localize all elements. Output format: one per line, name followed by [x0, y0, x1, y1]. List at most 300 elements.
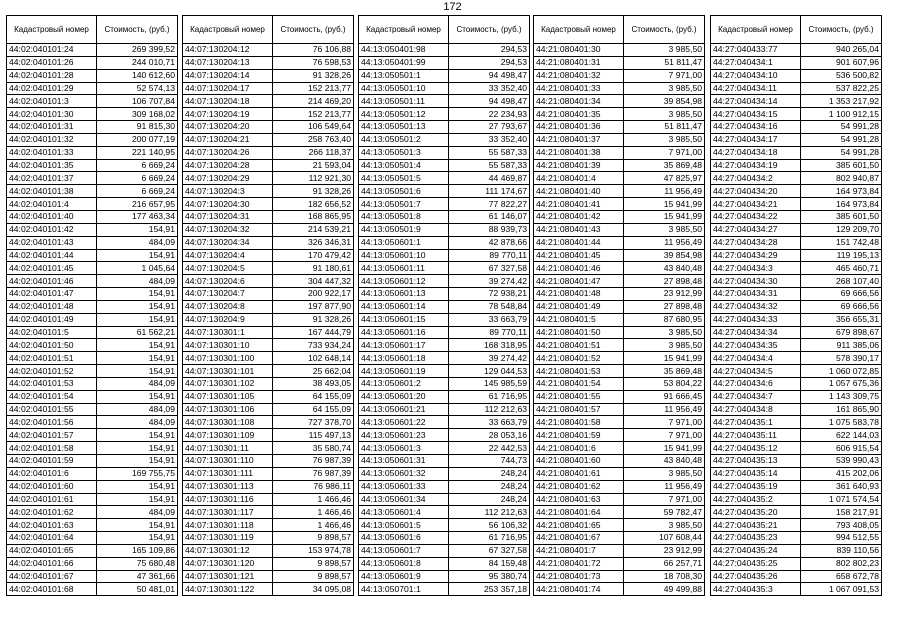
cost-cell: 9 898,57 [273, 532, 354, 545]
cost-cell: 6 669,24 [97, 185, 178, 198]
cadastral-number-cell: 44:27:040434:28 [711, 236, 801, 249]
cadastral-number-cell: 44:02:040101:64 [7, 532, 97, 545]
cost-cell: 11 956,49 [624, 185, 705, 198]
cadastral-number-cell: 44:27:040434:14 [711, 95, 801, 108]
table-row [183, 223, 354, 236]
cadastral-number-cell: 44:02:040101:37 [7, 172, 97, 185]
cost-cell: 34 095,08 [273, 583, 354, 596]
cost-cell: 15 941,99 [624, 210, 705, 223]
cost-cell: 23 912,99 [624, 544, 705, 557]
table-row [7, 198, 178, 211]
cadastral-number-cell: 44:27:040434:15 [711, 108, 801, 121]
cost-cell: 39 274,42 [449, 352, 530, 365]
table-row [7, 506, 178, 519]
cadastral-number-cell: 44:02:040101:48 [7, 300, 97, 313]
table-row [711, 223, 882, 236]
cost-cell: 78 548,84 [449, 300, 530, 313]
cost-cell: 54 991,28 [801, 121, 882, 134]
cadastral-number-cell: 44:21:080401:35 [534, 108, 624, 121]
cost-cell: 744,73 [449, 455, 530, 468]
cost-cell: 23 912,99 [624, 288, 705, 301]
cadastral-number-cell: 44:27:040435:21 [711, 519, 801, 532]
cadastral-number-cell: 44:02:040101:30 [7, 108, 97, 121]
cost-cell: 9 898,57 [273, 557, 354, 570]
cost-cell: 77 822,27 [449, 198, 530, 211]
cost-cell: 294,53 [449, 44, 530, 57]
cost-cell: 76 598,53 [273, 56, 354, 69]
table-row [534, 108, 705, 121]
cost-cell: 61 716,95 [449, 390, 530, 403]
cadastral-number-cell: 44:27:040434:10 [711, 69, 801, 82]
cost-cell: 89 770,11 [449, 326, 530, 339]
table-row [7, 236, 178, 249]
cost-cell: 221 140,95 [97, 146, 178, 159]
table-row [183, 185, 354, 198]
table-row [534, 275, 705, 288]
table-row [534, 480, 705, 493]
cost-cell: 61 716,95 [449, 532, 530, 545]
table-row [359, 313, 530, 326]
table-row [711, 121, 882, 134]
table-row [534, 352, 705, 365]
table-row [711, 288, 882, 301]
cadastral-number-cell: 44:21:080401:39 [534, 159, 624, 172]
table-row [534, 570, 705, 583]
table-row [534, 223, 705, 236]
table-row [534, 249, 705, 262]
table-row [183, 159, 354, 172]
table-row [183, 519, 354, 532]
table-row [359, 185, 530, 198]
cadastral-number-cell: 44:21:080401:43 [534, 223, 624, 236]
cadastral-number-cell: 44:13:050601:31 [359, 455, 449, 468]
table-row [359, 429, 530, 442]
cadastral-number-cell: 44:27:040435:23 [711, 532, 801, 545]
cadastral-number-cell: 44:21:080401:30 [534, 44, 624, 57]
cadastral-number-cell: 44:27:040434:35 [711, 339, 801, 352]
table-row [7, 262, 178, 275]
cost-cell: 1 466,46 [273, 506, 354, 519]
table-row [7, 121, 178, 134]
cadastral-number-cell: 44:02:040101:47 [7, 288, 97, 301]
cadastral-table-2 [182, 15, 354, 596]
cost-cell: 3 985,50 [624, 223, 705, 236]
cadastral-number-cell: 44:21:080401:38 [534, 146, 624, 159]
cost-cell: 170 479,42 [273, 249, 354, 262]
cadastral-number-cell: 44:13:050601:14 [359, 300, 449, 313]
header-cadastral-number: Кадастровый номер [7, 16, 97, 44]
table-row [183, 236, 354, 249]
table-row [183, 570, 354, 583]
cadastral-number-cell: 44:13:050601:34 [359, 493, 449, 506]
table-row [359, 121, 530, 134]
cadastral-number-cell: 44:02:040101:35 [7, 159, 97, 172]
cost-cell: 152 213,77 [273, 108, 354, 121]
cadastral-number-cell: 44:27:040434:22 [711, 210, 801, 223]
cost-cell: 91 180,61 [273, 262, 354, 275]
cost-cell: 112 921,30 [273, 172, 354, 185]
table-row [534, 326, 705, 339]
cost-cell: 21 593,04 [273, 159, 354, 172]
table-row [7, 442, 178, 455]
cadastral-number-cell: 44:13:050501:3 [359, 146, 449, 159]
table-row [359, 210, 530, 223]
table-row [534, 300, 705, 313]
cadastral-number-cell: 44:02:040101:38 [7, 185, 97, 198]
table-row [183, 249, 354, 262]
cost-cell: 154,91 [97, 390, 178, 403]
cost-cell: 248,24 [449, 467, 530, 480]
cost-cell: 161 865,90 [801, 403, 882, 416]
cost-cell: 35 869,48 [624, 159, 705, 172]
cost-cell: 168 318,95 [449, 339, 530, 352]
cost-cell: 268 107,40 [801, 275, 882, 288]
table-row [7, 403, 178, 416]
cadastral-number-cell: 44:21:080401:53 [534, 365, 624, 378]
cadastral-table-4 [533, 15, 705, 596]
table-row [534, 390, 705, 403]
table-row [359, 365, 530, 378]
table-row [711, 352, 882, 365]
cadastral-number-cell: 44:07:130301:122 [183, 583, 273, 596]
cost-cell: 253 357,18 [449, 583, 530, 596]
table-row [711, 56, 882, 69]
table-row [359, 275, 530, 288]
cadastral-number-cell: 44:27:040433:77 [711, 44, 801, 57]
table-row [183, 275, 354, 288]
cost-cell: 76 987,39 [273, 467, 354, 480]
cost-cell: 9 898,57 [273, 570, 354, 583]
cost-cell: 27 898,48 [624, 275, 705, 288]
table-row [183, 44, 354, 57]
table-row [7, 146, 178, 159]
cost-cell: 84 159,48 [449, 557, 530, 570]
cost-cell: 33 352,40 [449, 133, 530, 146]
table-row [711, 262, 882, 275]
cadastral-number-cell: 44:07:130204:21 [183, 133, 273, 146]
cadastral-number-cell: 44:13:050501:7 [359, 198, 449, 211]
cost-cell: 42 878,66 [449, 236, 530, 249]
cost-cell: 64 155,09 [273, 390, 354, 403]
table-row [183, 69, 354, 82]
table-row [183, 403, 354, 416]
cadastral-number-cell: 44:02:040101:45 [7, 262, 97, 275]
cadastral-number-cell: 44:21:080401:50 [534, 326, 624, 339]
cost-cell: 1 466,46 [273, 519, 354, 532]
cadastral-number-cell: 44:02:040101:3 [7, 95, 97, 108]
cadastral-number-cell: 44:07:130301:11 [183, 442, 273, 455]
cadastral-number-cell: 44:13:050601:13 [359, 288, 449, 301]
table-row [711, 429, 882, 442]
cadastral-number-cell: 44:02:040101:67 [7, 570, 97, 583]
table-row [711, 442, 882, 455]
cost-cell: 266 118,37 [273, 146, 354, 159]
table-row [183, 133, 354, 146]
cost-cell: 154,91 [97, 442, 178, 455]
table-row [7, 249, 178, 262]
table-row [711, 544, 882, 557]
table-row [359, 544, 530, 557]
cost-cell: 361 640,93 [801, 480, 882, 493]
table-row [183, 326, 354, 339]
cadastral-number-cell: 44:21:080401:59 [534, 429, 624, 442]
table-row [534, 172, 705, 185]
cost-cell: 11 956,49 [624, 403, 705, 416]
cadastral-number-cell: 44:21:080401:33 [534, 82, 624, 95]
cost-cell: 38 493,05 [273, 377, 354, 390]
cost-cell: 258 763,40 [273, 133, 354, 146]
page-number: 172 [443, 1, 462, 13]
table-row [711, 249, 882, 262]
table-row [7, 583, 178, 596]
cadastral-number-cell: 44:13:050601:20 [359, 390, 449, 403]
cadastral-number-cell: 44:21:080401:48 [534, 288, 624, 301]
cadastral-number-cell: 44:02:040101:44 [7, 249, 97, 262]
cost-cell: 59 782,47 [624, 506, 705, 519]
cadastral-number-cell: 44:13:050501:4 [359, 159, 449, 172]
table-row [534, 557, 705, 570]
cadastral-number-cell: 44:07:130301:111 [183, 467, 273, 480]
table-row [534, 442, 705, 455]
cadastral-number-cell: 44:21:080401:51 [534, 339, 624, 352]
cost-cell: 177 463,34 [97, 210, 178, 223]
cost-cell: 248,24 [449, 480, 530, 493]
table-row [359, 172, 530, 185]
cadastral-number-cell: 44:13:050601:21 [359, 403, 449, 416]
table-row [359, 108, 530, 121]
cadastral-number-cell: 44:13:050601:4 [359, 506, 449, 519]
cadastral-number-cell: 44:21:080401:31 [534, 56, 624, 69]
cadastral-number-cell: 44:02:040101:58 [7, 442, 97, 455]
table-row [7, 532, 178, 545]
table-row [711, 532, 882, 545]
cost-cell: 129 209,70 [801, 223, 882, 236]
cost-cell: 154,91 [97, 288, 178, 301]
cadastral-number-cell: 44:27:040435:3 [711, 583, 801, 596]
cost-cell: 39 854,98 [624, 249, 705, 262]
cadastral-number-cell: 44:07:130301:121 [183, 570, 273, 583]
cost-cell: 33 663,79 [449, 416, 530, 429]
table-row [711, 300, 882, 313]
cadastral-number-cell: 44:13:050601:6 [359, 532, 449, 545]
cadastral-number-cell: 44:21:080401:34 [534, 95, 624, 108]
cadastral-number-cell: 44:07:130204:14 [183, 69, 273, 82]
cadastral-number-cell: 44:07:130204:6 [183, 275, 273, 288]
cost-cell: 72 938,21 [449, 288, 530, 301]
cadastral-number-cell: 44:21:080401:37 [534, 133, 624, 146]
cost-cell: 901 607,96 [801, 56, 882, 69]
table-row [534, 416, 705, 429]
table-row [359, 519, 530, 532]
cadastral-number-cell: 44:02:040101:53 [7, 377, 97, 390]
cost-cell: 151 742,48 [801, 236, 882, 249]
cost-cell: 200 077,19 [97, 133, 178, 146]
header-cost: Стоимость, (руб.) [273, 16, 354, 44]
table-row [183, 313, 354, 326]
cost-cell: 11 956,49 [624, 480, 705, 493]
cost-cell: 52 574,13 [97, 82, 178, 95]
table-row [359, 133, 530, 146]
cost-cell: 269 399,52 [97, 44, 178, 57]
cost-cell: 200 922,17 [273, 288, 354, 301]
table-row [183, 390, 354, 403]
cost-cell: 536 500,82 [801, 69, 882, 82]
cadastral-number-cell: 44:02:040101:63 [7, 519, 97, 532]
cost-cell: 165 109,86 [97, 544, 178, 557]
table-row [534, 365, 705, 378]
table-row [711, 185, 882, 198]
cadastral-number-cell: 44:07:130301:118 [183, 519, 273, 532]
cost-cell: 158 217,91 [801, 506, 882, 519]
table-row [534, 262, 705, 275]
cadastral-number-cell: 44:02:040101:56 [7, 416, 97, 429]
cost-cell: 153 974,78 [273, 544, 354, 557]
cadastral-number-cell: 44:21:080401:54 [534, 377, 624, 390]
cost-cell: 69 666,56 [801, 300, 882, 313]
table-row [183, 262, 354, 275]
cadastral-number-cell: 44:07:130301:117 [183, 506, 273, 519]
cost-cell: 140 612,60 [97, 69, 178, 82]
cadastral-number-cell: 44:02:040101:62 [7, 506, 97, 519]
cadastral-number-cell: 44:02:040101:50 [7, 339, 97, 352]
cadastral-table-1 [6, 15, 178, 596]
cost-cell: 802 802,23 [801, 557, 882, 570]
cadastral-number-cell: 44:13:050601:17 [359, 339, 449, 352]
table-row [183, 583, 354, 596]
table-row [183, 210, 354, 223]
table-row [7, 365, 178, 378]
cadastral-number-cell: 44:27:040434:3 [711, 262, 801, 275]
table-row [7, 185, 178, 198]
table-row [359, 82, 530, 95]
cost-cell: 727 378,70 [273, 416, 354, 429]
cost-cell: 214 539,21 [273, 223, 354, 236]
cost-cell: 76 986,11 [273, 480, 354, 493]
cost-cell: 793 408,05 [801, 519, 882, 532]
cadastral-number-cell: 44:07:130204:26 [183, 146, 273, 159]
cadastral-number-cell: 44:27:040434:17 [711, 133, 801, 146]
header-cadastral-number: Кадастровый номер [711, 16, 801, 44]
cadastral-number-cell: 44:21:080401:63 [534, 493, 624, 506]
table-row [359, 95, 530, 108]
cadastral-number-cell: 44:27:040435:13 [711, 455, 801, 468]
cost-cell: 356 655,31 [801, 313, 882, 326]
table-row [711, 480, 882, 493]
cost-cell: 54 991,28 [801, 146, 882, 159]
table-row [7, 56, 178, 69]
cost-cell: 106 549,64 [273, 121, 354, 134]
cadastral-number-cell: 44:21:080401:58 [534, 416, 624, 429]
table-row [711, 133, 882, 146]
cost-cell: 658 672,78 [801, 570, 882, 583]
cadastral-number-cell: 44:21:080401:57 [534, 403, 624, 416]
cost-cell: 484,09 [97, 377, 178, 390]
cadastral-number-cell: 44:13:050501:9 [359, 223, 449, 236]
table-row [534, 339, 705, 352]
cadastral-number-cell: 44:02:040101:65 [7, 544, 97, 557]
cost-cell: 43 840,48 [624, 455, 705, 468]
cadastral-number-cell: 44:21:080401:64 [534, 506, 624, 519]
table-row [183, 377, 354, 390]
cost-cell: 61 146,07 [449, 210, 530, 223]
table-row [7, 480, 178, 493]
cost-cell: 51 811,47 [624, 121, 705, 134]
table-row [7, 210, 178, 223]
cadastral-number-cell: 44:02:040101:4 [7, 198, 97, 211]
cadastral-number-cell: 44:13:050401:99 [359, 56, 449, 69]
table-row [7, 108, 178, 121]
cost-cell: 47 361,66 [97, 570, 178, 583]
table-row [183, 365, 354, 378]
table-row [534, 210, 705, 223]
cost-cell: 154,91 [97, 223, 178, 236]
table-row [7, 493, 178, 506]
cost-cell: 164 973,84 [801, 198, 882, 211]
cadastral-number-cell: 44:21:080401:72 [534, 557, 624, 570]
cost-cell: 54 991,28 [801, 133, 882, 146]
table-row [534, 159, 705, 172]
cadastral-number-cell: 44:13:050501:6 [359, 185, 449, 198]
cost-cell: 55 587,33 [449, 146, 530, 159]
table-row [359, 416, 530, 429]
table-row [359, 532, 530, 545]
cost-cell: 49 499,88 [624, 583, 705, 596]
cost-cell: 115 497,13 [273, 429, 354, 442]
table-row [359, 480, 530, 493]
cost-cell: 248,24 [449, 493, 530, 506]
table-row [359, 583, 530, 596]
table-row [534, 467, 705, 480]
cadastral-number-cell: 44:13:050401:98 [359, 44, 449, 57]
cadastral-number-cell: 44:07:130204:34 [183, 236, 273, 249]
table-row [534, 95, 705, 108]
cadastral-number-cell: 44:27:040434:1 [711, 56, 801, 69]
cadastral-number-cell: 44:27:040434:5 [711, 365, 801, 378]
table-row [7, 557, 178, 570]
cadastral-number-cell: 44:02:040101:31 [7, 121, 97, 134]
cadastral-number-cell: 44:07:130301:120 [183, 557, 273, 570]
header-cost: Стоимость, (руб.) [449, 16, 530, 44]
cost-cell: 7 971,00 [624, 416, 705, 429]
cost-cell: 129 044,53 [449, 365, 530, 378]
table-row [359, 326, 530, 339]
table-row [183, 95, 354, 108]
table-row [711, 326, 882, 339]
cost-cell: 1 067 091,53 [801, 583, 882, 596]
cadastral-number-cell: 44:02:040101:52 [7, 365, 97, 378]
cadastral-number-cell: 44:13:050501:1 [359, 69, 449, 82]
cadastral-number-cell: 44:13:050601:1 [359, 236, 449, 249]
cost-cell: 88 939,73 [449, 223, 530, 236]
cadastral-number-cell: 44:21:080401:44 [534, 236, 624, 249]
cadastral-number-cell: 44:21:080401:36 [534, 121, 624, 134]
cost-cell: 91 815,30 [97, 121, 178, 134]
cadastral-number-cell: 44:13:050601:18 [359, 352, 449, 365]
table-row [183, 480, 354, 493]
table-row [359, 300, 530, 313]
cadastral-number-cell: 44:07:130301:109 [183, 429, 273, 442]
cadastral-number-cell: 44:07:130301:100 [183, 352, 273, 365]
cadastral-number-cell: 44:21:080401:62 [534, 480, 624, 493]
table-row [359, 69, 530, 82]
header-cadastral-number: Кадастровый номер [183, 16, 273, 44]
cost-cell: 3 985,50 [624, 519, 705, 532]
table-row [7, 172, 178, 185]
cadastral-number-cell: 44:07:130204:9 [183, 313, 273, 326]
table-row [359, 377, 530, 390]
table-row [534, 44, 705, 57]
table-row [711, 365, 882, 378]
